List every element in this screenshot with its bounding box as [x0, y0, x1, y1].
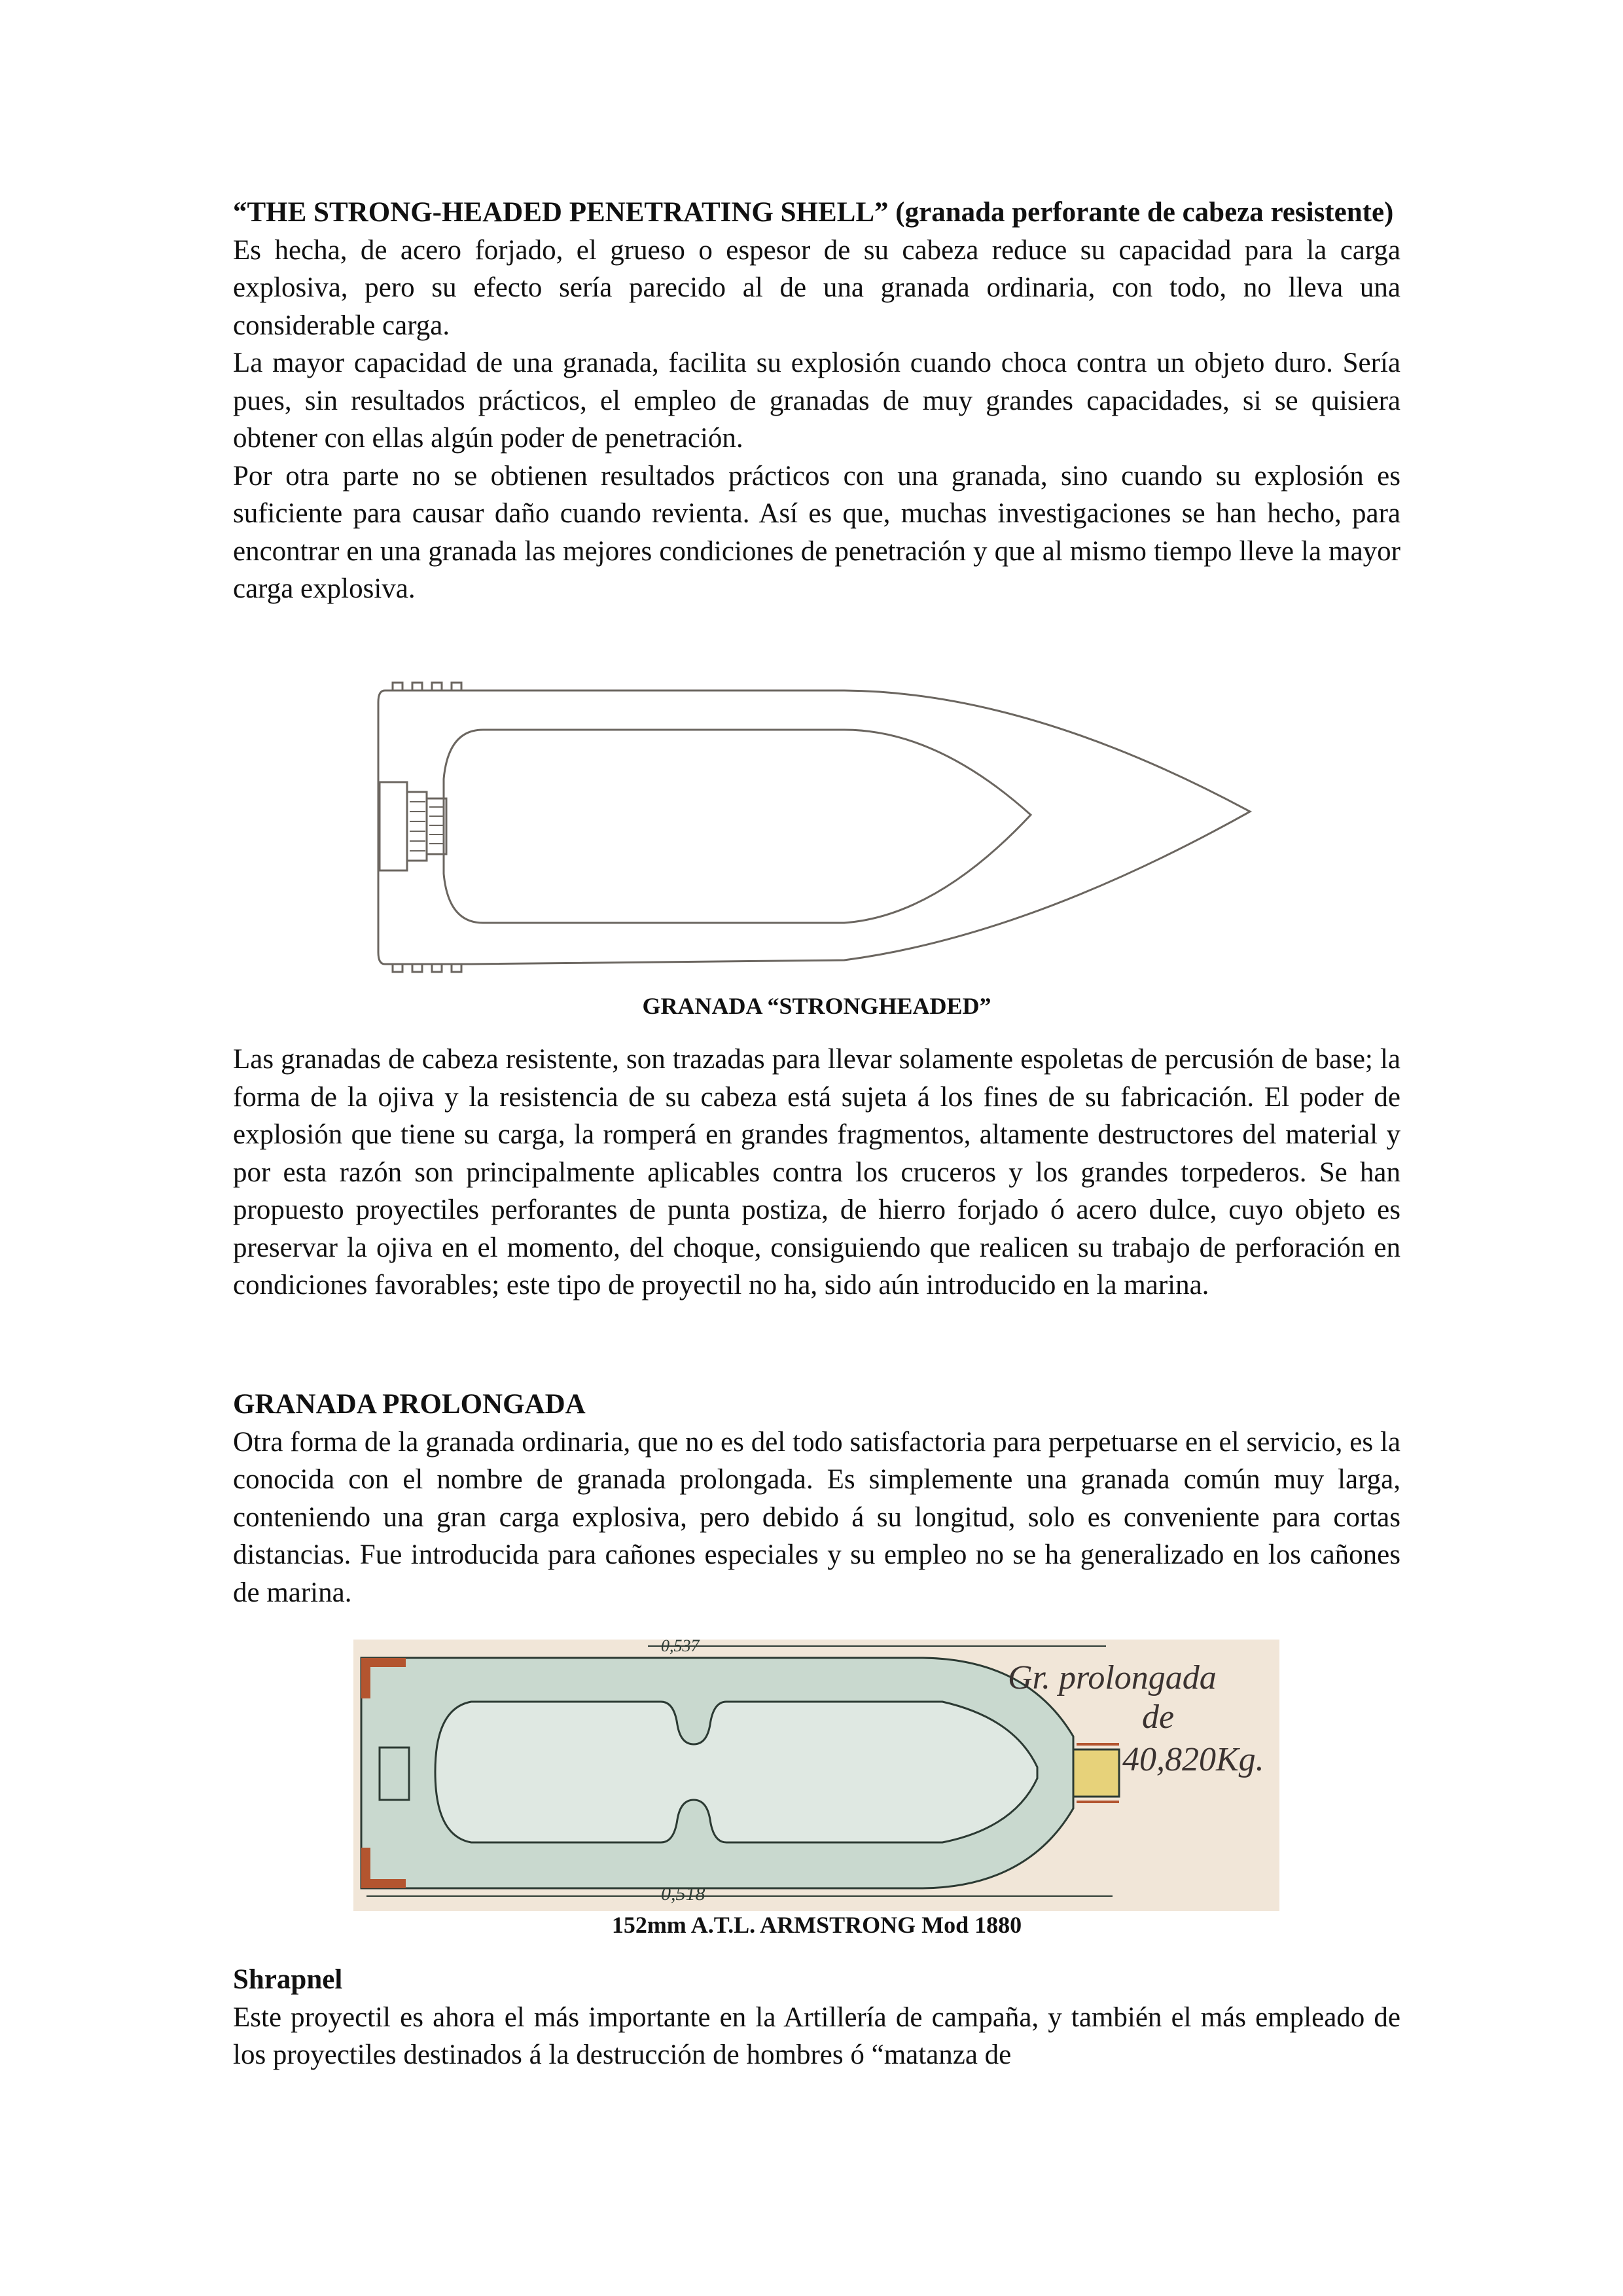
section-strong-headed — [233, 194, 1400, 608]
section-strong-headed-description — [233, 1041, 1400, 1304]
figure-caption: 152mm A.T.L. ARMSTRONG Mod 1880 — [611, 1912, 1022, 1938]
paragraph: Este proyectil es ahora el más importante en la Artillería de campaña, y también el más empleado de los proyectiles destinados á la destrucción de hombres ó “matanza de — [233, 2001, 1400, 2070]
section-heading: “THE STRONG-HEADED PENETRATING SHELL” (granada perforante de cabeza resistente) — [233, 197, 1394, 228]
section-heading: Shrapnel — [233, 1964, 343, 1995]
paragraph: Las granadas de cabeza resistente, son trazadas para llevar solamente espoletas de percusión de base; la forma de la ojiva y la resistencia de su cabeza está sujeta á los fines de su fabricación. El poder de explosión que tiene su carga, la romperá en grandes fragmentos, altamente destructores del material y por esta razón son principalmente aplicables contra los cruceros y los grandes torpederos. Se han propuesto proyectiles perforantes de punta postiza, de hierro forjado ó acero dulce, cuyo objeto es preservar la ojiva en el momento, del choque, consiguiendo que realicen su trabajo de perforación en condiciones favorables; este tipo de proyectil no ha, sido aún introducido en la marina. — [233, 1044, 1400, 1300]
dimension-label-top: 0,537 — [661, 1640, 700, 1655]
driving-band-top — [393, 683, 461, 691]
section-granada-prolongada — [233, 1386, 1400, 1611]
annotation-de: de — [1142, 1698, 1175, 1736]
shell-inner-cavity — [444, 730, 1031, 923]
annotation-title: Gr. prolongada — [1008, 1659, 1217, 1696]
base-fuze-plug — [380, 782, 407, 870]
figure-strongheaded-shell — [373, 677, 1263, 985]
figure-caption: GRANADA “STRONGHEADED” — [642, 993, 991, 1019]
shell-cavity — [435, 1702, 1037, 1842]
paragraph: La mayor capacidad de una granada, facilita su explosión cuando choca contra un objeto duro. Sería pues, sin resultados prácticos, el empleo de granadas de muy grandes capacidades, si se quisiera obtener con ellas algún poder de penetración. — [233, 348, 1400, 454]
paragraph: Es hecha, de acero forjado, el grueso o espesor de su cabeza reduce su capacidad para la carga explosiva, pero su efecto sería parecido al de una granada ordinaria, con todo, no lleva una considerable carga. — [233, 234, 1400, 341]
dimension-label-length: 0,518 — [661, 1883, 705, 1905]
paragraph: Otra forma de la granada ordinaria, que no es del todo satisfactoria para perpetuarse en el servicio, es la conocida con el nombre de granada prolongada. Es simplemente una granada común muy larga, conteniendo una gran carga explosiva, pero debido á su longitud, solo es conveniente para cortas distancias. Fue introducida para cañones especiales y su empleo no se ha generalizado en los cañones de marina. — [233, 1426, 1400, 1608]
figure-prolonged-shell — [353, 1640, 1279, 1911]
paragraph: Por otra parte no se obtienen resultados prácticos con una granada, sino cuando su explosión es suficiente para causar daño cuando revienta. Así es que, muchas investigaciones se han hecho, para encontrar en una granada las mejores condiciones de penetración y que al mismo tiempo lleve la mayor carga explosiva. — [233, 460, 1400, 604]
nose-fuze — [1073, 1749, 1119, 1797]
annotation-weight: 40,820Kg. — [1122, 1741, 1264, 1778]
section-heading: GRANADA PROLONGADA — [233, 1389, 586, 1420]
section-shrapnel — [233, 1961, 1400, 2074]
driving-band-bottom — [393, 964, 461, 972]
